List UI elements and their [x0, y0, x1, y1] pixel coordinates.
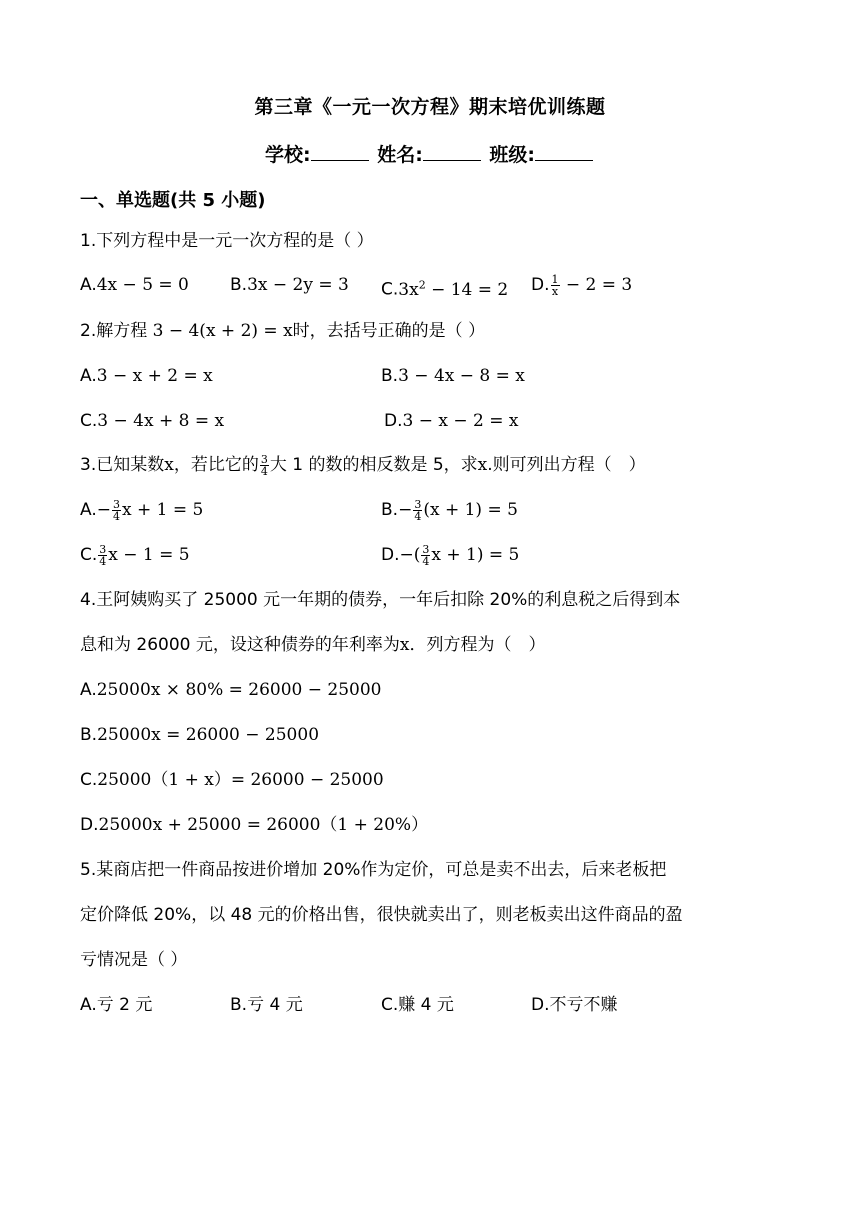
fraction: $\frac{3}{4}$: [260, 452, 268, 478]
question-5-stem-line-3: 亏情况是（ ）: [80, 950, 188, 970]
option-expression: − 2 = 3: [560, 275, 633, 295]
class-blank[interactable]: [535, 142, 593, 161]
question-4-option-a: A.25000x × 80% = 26000 − 25000: [80, 680, 382, 700]
question-4-stem-line-2: 息和为 26000 元，设这种债券的年利率为x．列方程为（ ）: [80, 635, 546, 655]
option-expression: $3x^2 - 14 = 2$: [398, 278, 509, 300]
question-3-option-a: A.− $\frac{3}{4}$ x + 1 = 5: [80, 497, 204, 523]
option-expression: 4x − 5 = 0: [96, 275, 189, 295]
question-1-option-b: [230, 273, 349, 297]
question-3-option-c: C. $\frac{3}{4}$ x − 1 = 5: [80, 542, 190, 568]
name-label: 姓名:: [377, 144, 423, 166]
question-5-stem-line-2: 定价降低 20%，以 48 元的价格出售，很快就卖出了，则老板卖出这件商品的盈: [80, 905, 683, 925]
question-2-option-c: C.3 − 4x + 8 = x: [80, 411, 225, 431]
question-2-stem: 2.解方程 3 − 4(x + 2) = x时，去括号正确的是（ ）: [80, 321, 486, 341]
option-label: D.: [531, 275, 550, 295]
question-2-option-d: D.3 − x − 2 = x: [384, 411, 519, 431]
question-5-option-c: C.赚 4 元: [381, 995, 454, 1015]
fraction: $\frac{3}{4}$: [99, 542, 107, 568]
question-2-option-a: A.3 − x + 2 = x: [80, 366, 213, 386]
question-2-option-b: B.3 − 4x − 8 = x: [381, 366, 525, 386]
question-4-option-d: D.25000x + 25000 = 26000（1 + 20%）: [80, 815, 429, 835]
question-4-option-b: B.25000x = 26000 − 25000: [80, 725, 320, 745]
question-1-stem: 1.下列方程中是一元一次方程的是（ ）: [80, 231, 374, 251]
fraction: $\frac{3}{4}$: [422, 542, 430, 568]
question-4-option-c: C.25000（1 + x）= 26000 − 25000: [80, 770, 384, 790]
question-1-option-c: [381, 273, 508, 302]
fraction: $\frac{3}{4}$: [112, 497, 120, 523]
question-5-stem-line-1: 5.某商店把一件商品按进价增加 20%作为定价，可总是卖不出去，后来老板把: [80, 860, 667, 880]
fraction: $\frac{1}{x}$: [551, 272, 559, 298]
school-label: 学校:: [264, 144, 311, 166]
question-5-option-d: D.不亏不赚: [531, 995, 618, 1015]
question-3-option-d: D.−( $\frac{3}{4}$ x + 1) = 5: [381, 542, 520, 568]
question-3-option-b: B.− $\frac{3}{4}$ (x + 1) = 5: [381, 497, 518, 523]
question-5-option-a: A.亏 2 元: [80, 995, 153, 1015]
question-5-option-b: B.亏 4 元: [230, 995, 303, 1015]
section-title: 一、单选题(共 5 小题): [80, 190, 266, 211]
option-label: B.: [230, 275, 248, 295]
question-3-stem: 3.已知某数x，若比它的 $\frac{3}{4}$ 大 1 的数的相反数是 5，求x.则可列出方程（ ）: [80, 452, 646, 478]
question-4-stem-line-1: 4.王阿姨购买了 25000 元一年期的债券，一年后扣除 20%的利息税之后得到本: [80, 590, 681, 610]
school-blank[interactable]: [311, 142, 369, 161]
name-blank[interactable]: [423, 142, 481, 161]
page-title: 第三章《一元一次方程》期末培优训练题: [254, 96, 606, 118]
fraction: $\frac{3}{4}$: [414, 497, 422, 523]
option-expression: 3x − 2y = 3: [247, 275, 349, 295]
option-label: A.: [80, 275, 97, 295]
option-label: C.: [381, 279, 399, 300]
student-info-line: [0, 140, 860, 167]
question-1-option-d: [531, 273, 632, 297]
class-label: 班级:: [489, 144, 536, 166]
question-1-option-a: [80, 273, 189, 297]
